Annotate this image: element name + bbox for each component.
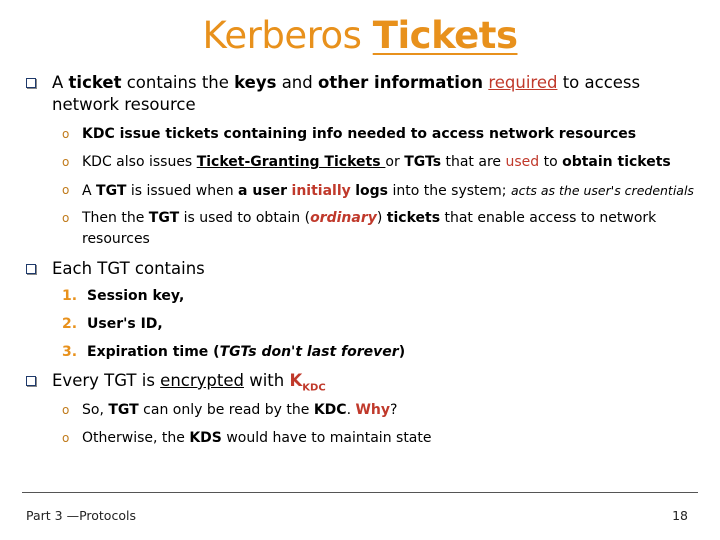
circle-bullet-icon: o	[62, 431, 70, 445]
numbered-item	[62, 342, 662, 363]
footer-divider	[22, 492, 698, 493]
sub-bullet-text: Then the TGT is used to obtain (ordinary) tickets that enable access to network resources	[82, 210, 657, 247]
numbered-item-text: User's ID,	[87, 316, 163, 332]
square-bullet-icon	[26, 78, 36, 88]
circle-bullet-icon: o	[62, 403, 70, 417]
circle-bullet-icon: o	[62, 127, 70, 141]
page-title: Kerberos Tickets	[202, 14, 518, 57]
numbered-item	[62, 314, 662, 335]
circle-bullet-icon: o	[62, 155, 70, 169]
bullet-text: A ticket contains the keys and other information required to access network resource	[52, 73, 641, 114]
square-bullet-icon	[26, 376, 36, 386]
sub-bullet-text: KDC issue tickets containing info needed to access network resources	[82, 126, 637, 142]
sub-bullet-text: So, TGT can only be read by the KDC. Why?	[82, 402, 398, 418]
numbered-item	[62, 286, 662, 307]
numbered-item-text: Session key,	[87, 288, 185, 304]
list-number: 3.	[62, 344, 78, 360]
sub-bullet-item	[62, 208, 697, 250]
list-number: 1.	[62, 288, 78, 304]
list-number: 2.	[62, 316, 78, 332]
circle-bullet-icon: o	[62, 211, 70, 225]
bullet-text: Each TGT contains	[52, 259, 205, 278]
bullet-text: Every TGT is encrypted with $K_{KDC}$	[52, 371, 326, 394]
sub-bullet-text: A TGT is issued when a user initially logs into the system; acts as the user's credentials	[82, 183, 694, 199]
sub-bullet-text: KDC also issues Ticket-Granting Tickets or TGTs that are used to obtain tickets	[82, 154, 671, 170]
sub-bullet-item	[62, 428, 697, 449]
sub-bullet-item	[62, 124, 697, 145]
bullet-item	[26, 370, 686, 399]
sub-bullet-item	[62, 152, 697, 173]
numbered-item-text: Expiration time (TGTs don't last forever)	[87, 344, 406, 360]
footer-text: Part 3 —Protocols	[26, 508, 136, 523]
sub-bullet-text: Otherwise, the KDS would have to maintain state	[82, 430, 432, 446]
circle-bullet-icon: o	[62, 183, 70, 197]
sub-bullet-item	[62, 400, 697, 421]
page-number: 18	[672, 508, 688, 523]
bullet-item	[26, 258, 686, 280]
square-bullet-icon	[26, 264, 36, 274]
sub-bullet-item	[62, 180, 697, 202]
bullet-item	[26, 72, 686, 116]
